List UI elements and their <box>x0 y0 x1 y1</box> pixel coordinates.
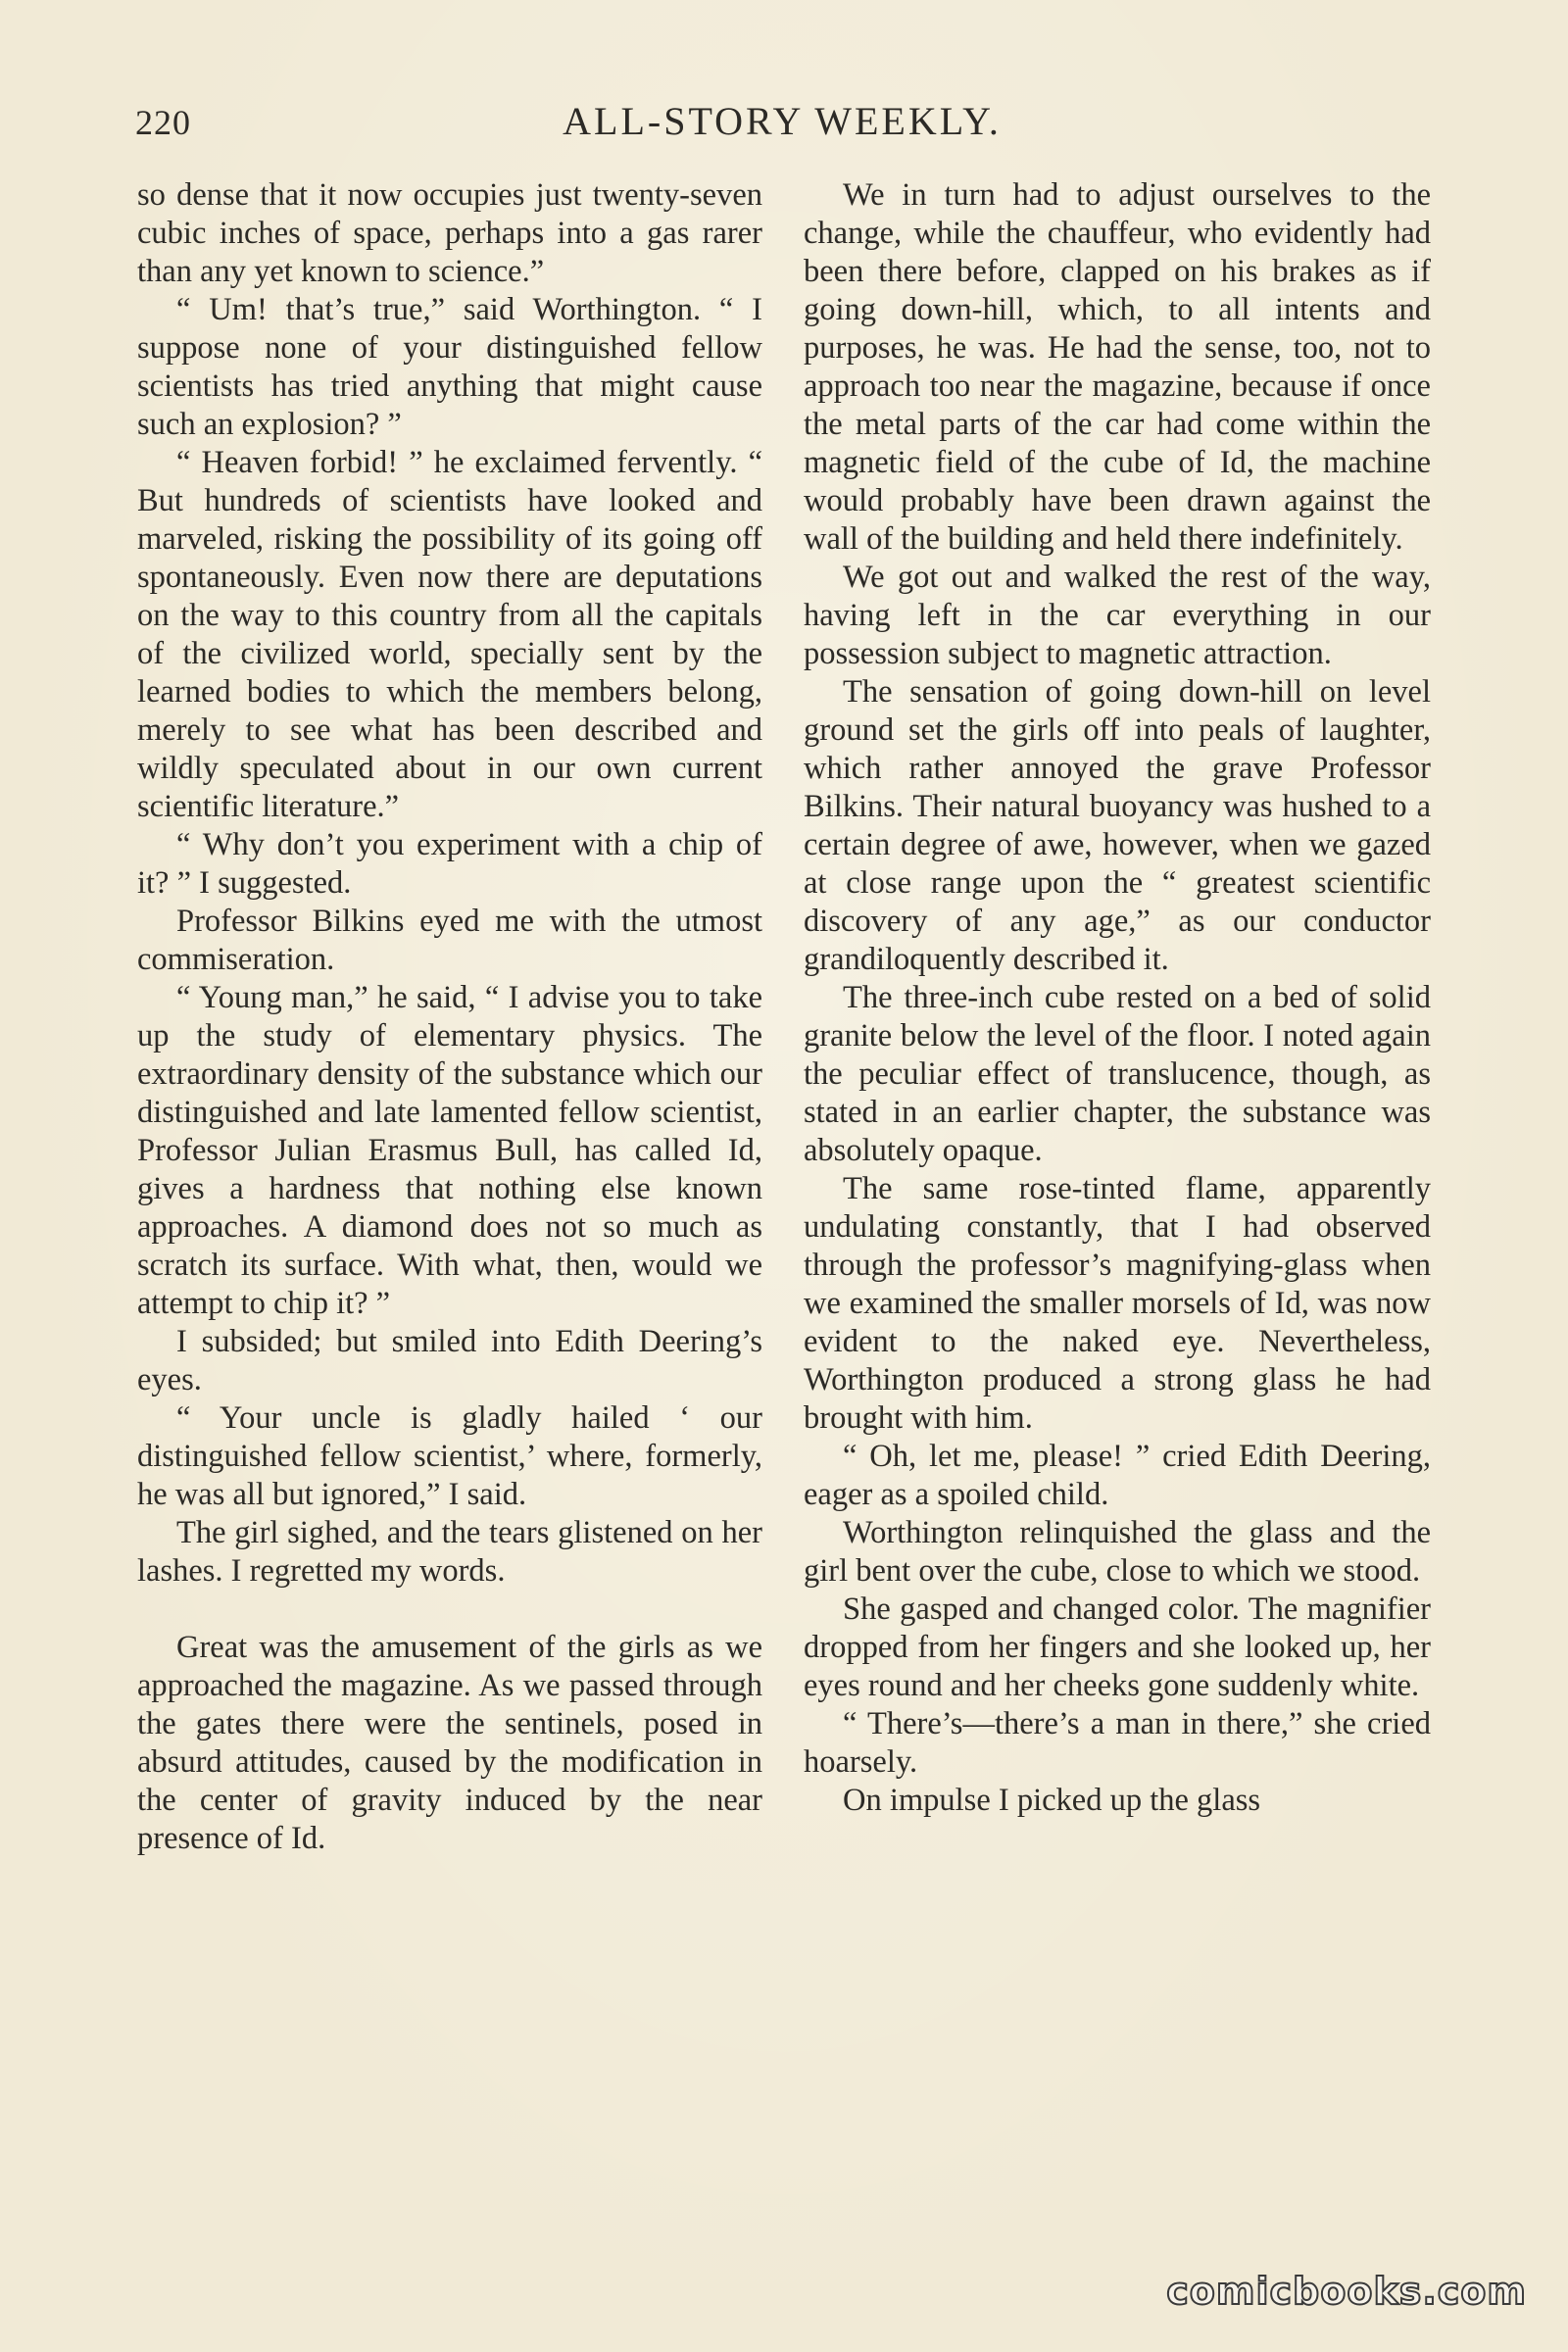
paragraph: Professor Bilkins eyed me with the utmost commiseration. <box>137 904 762 977</box>
paragraph: Great was the amusement of the girls as we approached the magazine. As we passed through the gates there were the sentinels, posed in absurd attitudes, caused by the modification in the center of gravity induced by the near presence of Id. <box>137 1630 762 1856</box>
left-column <box>137 176 762 1858</box>
paragraph: We got out and walked the rest of the way, having left in the car everything in our possession subject to magnetic attraction. <box>804 560 1431 671</box>
paragraph: Worthington relinquished the glass and the girl bent over the cube, close to which we stood. <box>804 1515 1431 1589</box>
paragraph: “ Your uncle is gladly hailed ‘ our distinguished fellow scientist,’ where, formerly, he was all but ignored,” I said. <box>137 1400 762 1512</box>
paragraph: so dense that it now occupies just twenty-seven cubic inches of space, perhaps into a gas rarer than any yet known to science.” <box>137 177 762 289</box>
right-column <box>804 176 1431 1820</box>
paragraph: “ Young man,” he said, “ I advise you to take up the study of elementary physics. The extraordinary density of the substance which our distinguished and late lamented fellow scientist, Professor Julian Erasmus Bull, has called Id, gives a hardness that nothing else known approaches. A diamond does not so much as scratch its surface. With what, then, would we attempt to chip it? ” <box>137 980 762 1321</box>
paragraph: I subsided; but smiled into Edith Deering’s eyes. <box>137 1324 762 1397</box>
paragraph: “ Why don’t you experiment with a chip of it? ” I suggested. <box>137 827 762 901</box>
paragraph: We in turn had to adjust ourselves to the change, while the chauffeur, who evidently had been there before, clapped on his brakes as if going down-hill, which, to all intents and purposes, he was. He had the sense, too, not to approach too near the magazine, because if once the metal parts of the car had come within the magnetic field of the cube of Id, the machine would probably have been drawn against the wall of the building and held there indefinitely. <box>804 177 1431 557</box>
page-header <box>135 98 1429 157</box>
paragraph: The three-inch cube rested on a bed of solid granite below the level of the floor. I noted again the peculiar effect of translucence, though, as stated in an earlier chapter, the substance was absolutely opaque. <box>804 980 1431 1168</box>
paragraph: The sensation of going down-hill on level ground set the girls off into peals of laughter, which rather annoyed the grave Professor Bilkins. Their natural buoyancy was hushed to a certain degree of awe, however, when we gazed at close range upon the “ greatest scientific discovery of any age,” as our conductor grandiloquently described it. <box>804 674 1431 977</box>
paragraph: “ Heaven forbid! ” he exclaimed fervently. “ But hundreds of scientists have looked and marveled, risking the possibility of its going off spontaneously. Even now there are deputations on the way to this country from all the capitals of the civilized world, specially sent by the learned bodies to which the members belong, merely to see what has been described and wildly speculated about in our own current scientific literature.” <box>137 445 762 824</box>
paragraph: On impulse I picked up the glass <box>843 1783 1261 1818</box>
magazine-title: ALL-STORY WEEKLY. <box>563 99 1002 143</box>
paragraph: “ Oh, let me, please! ” cried Edith Deering, eager as a spoiled child. <box>804 1439 1431 1512</box>
paragraph: “ There’s—there’s a man in there,” she cried hoarsely. <box>804 1706 1431 1780</box>
paragraph: The girl sighed, and the tears glistened on her lashes. I regretted my words. <box>137 1515 762 1589</box>
watermark: comicbooks.com <box>1166 2270 1527 2313</box>
paragraph: The same rose-tinted flame, apparently undulating constantly, that I had observed through the professor’s magnifying-glass when we examined the smaller morsels of Id, was now evident to the naked eye. Nevertheless, Worthington produced a strong glass he had brought with him. <box>804 1171 1431 1436</box>
paragraph: “ Um! that’s true,” said Worthington. “ I suppose none of your distinguished fellow scientists has tried anything that might cause such an explosion? ” <box>137 292 762 442</box>
paragraph: She gasped and changed color. The magnifier dropped from her fingers and she looked up, her eyes round and her cheeks gone suddenly white. <box>804 1592 1431 1703</box>
page-number: 220 <box>135 103 191 142</box>
